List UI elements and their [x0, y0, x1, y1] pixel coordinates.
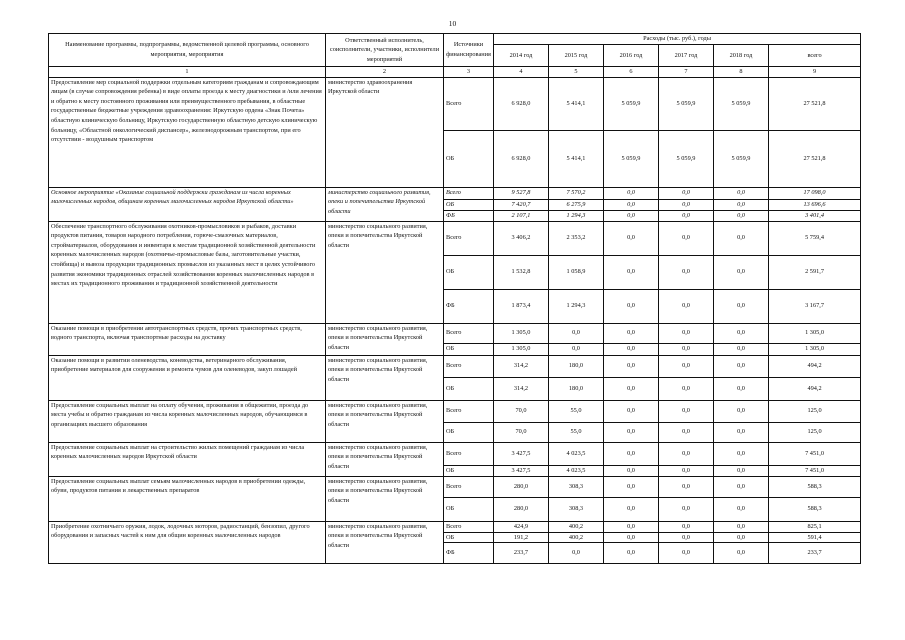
- funding-source: ОБ: [444, 343, 494, 355]
- page-number: 10: [448, 19, 457, 28]
- activity-name: Основное мероприятие «Оказание социальной поддержки гражданам из числа коренных малочисленных народов, общинам коренных малочисленных народов Иркутской области»: [49, 187, 326, 221]
- amount-total: 591,4: [769, 532, 861, 543]
- amount-total: 233,7: [769, 543, 861, 564]
- amount-year: 4 023,5: [549, 442, 604, 465]
- amount-year: 5 059,9: [604, 130, 659, 187]
- amount-year: 0,0: [714, 210, 769, 221]
- table-row: [49, 521, 861, 532]
- amount-year: 7 570,2: [549, 187, 604, 199]
- column-index: 5: [549, 67, 604, 78]
- amount-year: 0,0: [659, 497, 714, 521]
- amount-year: 0,0: [659, 187, 714, 199]
- amount-year: 0,0: [604, 210, 659, 221]
- column-index: 1: [49, 67, 326, 78]
- funding-source: ОБ: [444, 130, 494, 187]
- activity-name: Оказание помощи в развитии оленеводства, коневодства, ветеринарного обслуживания, приобретение материалов для сооружения и ремонта чумов для оленеводов, закуп лошадей: [49, 355, 326, 400]
- header-expenses: Расходы (тыс. руб.), годы: [494, 34, 861, 45]
- amount-year: 0,0: [604, 497, 659, 521]
- funding-source: Всего: [444, 521, 494, 532]
- funding-source: ОБ: [444, 497, 494, 521]
- executor-name: министерство социального развития, опеки и попечительства Иркутской области: [326, 521, 444, 564]
- amount-total: 3 401,4: [769, 210, 861, 221]
- activity-name: Предоставление социальных выплат семьям малочисленных народов в приобретении одежды, обуви, продуктов питания и лекарственных препаратов: [49, 476, 326, 521]
- funding-source: Всего: [444, 355, 494, 377]
- amount-year: 5 059,9: [659, 130, 714, 187]
- amount-year: 0,0: [714, 377, 769, 400]
- amount-year: 0,0: [659, 199, 714, 210]
- header-executor: Ответственный исполнитель, соисполнители, участники, исполнители мероприятий: [326, 34, 444, 67]
- amount-year: 55,0: [549, 400, 604, 422]
- amount-year: 0,0: [604, 221, 659, 255]
- column-index: 7: [659, 67, 714, 78]
- amount-total: 125,0: [769, 400, 861, 422]
- amount-total: 7 451,0: [769, 465, 861, 476]
- amount-year: 0,0: [714, 532, 769, 543]
- header-year: 2016 год: [604, 45, 659, 67]
- table-row: [49, 187, 861, 199]
- amount-year: 0,0: [549, 343, 604, 355]
- amount-year: 0,0: [659, 465, 714, 476]
- header-year: 2018 год: [714, 45, 769, 67]
- funding-source: Всего: [444, 476, 494, 497]
- amount-year: 180,0: [549, 355, 604, 377]
- funding-source: ОБ: [444, 199, 494, 210]
- amount-year: 0,0: [659, 355, 714, 377]
- amount-total: 494,2: [769, 377, 861, 400]
- funding-source: Всего: [444, 187, 494, 199]
- amount-year: 55,0: [549, 422, 604, 442]
- amount-total: 1 305,0: [769, 343, 861, 355]
- amount-year: 0,0: [604, 442, 659, 465]
- amount-total: 825,1: [769, 521, 861, 532]
- funding-source: ОБ: [444, 377, 494, 400]
- amount-year: 0,0: [659, 343, 714, 355]
- amount-year: 0,0: [604, 355, 659, 377]
- amount-year: 314,2: [494, 355, 549, 377]
- amount-year: 1 058,9: [549, 255, 604, 289]
- header-year: 2015 год: [549, 45, 604, 67]
- amount-year: 0,0: [659, 442, 714, 465]
- amount-year: 5 059,9: [714, 130, 769, 187]
- amount-year: 0,0: [659, 422, 714, 442]
- amount-year: 5 059,9: [659, 77, 714, 130]
- amount-year: 0,0: [714, 400, 769, 422]
- funding-source: Всего: [444, 442, 494, 465]
- amount-year: 0,0: [604, 400, 659, 422]
- amount-year: 0,0: [714, 543, 769, 564]
- funding-source: Всего: [444, 323, 494, 343]
- amount-total: 588,3: [769, 476, 861, 497]
- amount-total: 125,0: [769, 422, 861, 442]
- amount-year: 180,0: [549, 377, 604, 400]
- amount-year: 1 305,0: [494, 343, 549, 355]
- amount-year: 0,0: [714, 476, 769, 497]
- funding-source: ФБ: [444, 543, 494, 564]
- table-row: [49, 355, 861, 377]
- amount-total: 27 521,8: [769, 130, 861, 187]
- amount-year: 0,0: [604, 289, 659, 323]
- amount-total: 13 696,6: [769, 199, 861, 210]
- amount-year: 308,3: [549, 476, 604, 497]
- amount-year: 0,0: [549, 543, 604, 564]
- amount-year: 0,0: [659, 210, 714, 221]
- amount-year: 0,0: [604, 476, 659, 497]
- amount-year: 6 928,0: [494, 77, 549, 130]
- amount-year: 0,0: [604, 377, 659, 400]
- executor-name: министерство социального развития, опеки и попечительства Иркутской области: [326, 442, 444, 476]
- funding-source: ОБ: [444, 465, 494, 476]
- table-row: [49, 323, 861, 343]
- amount-year: 0,0: [659, 521, 714, 532]
- amount-year: 3 406,2: [494, 221, 549, 255]
- amount-total: 27 521,8: [769, 77, 861, 130]
- funding-source: ОБ: [444, 422, 494, 442]
- funding-source: ОБ: [444, 532, 494, 543]
- amount-year: 0,0: [714, 343, 769, 355]
- executor-name: министерство социального развития, опеки и попечительства Иркутской области: [326, 400, 444, 442]
- amount-year: 5 059,9: [714, 77, 769, 130]
- amount-year: 0,0: [604, 323, 659, 343]
- amount-year: 0,0: [714, 187, 769, 199]
- column-index: 2: [326, 67, 444, 78]
- amount-year: 0,0: [604, 255, 659, 289]
- activity-name: Приобретение охотничьего оружия, лодок, лодочных моторов, радиостанций, бензопил, другого оборудования и запасных частей к ним для общин коренных малочисленных народов: [49, 521, 326, 564]
- amount-year: 0,0: [659, 400, 714, 422]
- amount-year: 0,0: [714, 521, 769, 532]
- table-body: [49, 77, 861, 564]
- amount-year: 0,0: [659, 255, 714, 289]
- table-row: [49, 400, 861, 422]
- amount-year: 70,0: [494, 400, 549, 422]
- executor-name: министерство социального развития, опеки и попечительства Иркутской области: [326, 221, 444, 323]
- amount-year: 0,0: [604, 521, 659, 532]
- header-year: 2014 год: [494, 45, 549, 67]
- amount-year: 0,0: [714, 255, 769, 289]
- activity-name: Предоставление мер социальной поддержки отдельным категориям гражданам и сопровождающим лицам (в случае сопровождения ребенка) в виде оплаты проезда к месту диагностики и /или лечения и обратно к месту постоянного проживания или преимущественного пребывания, в областные государственные бюджетные учреждения здравоохранения: Иркутскую ордена «Знак Почета» областную клиническую больницу, Иркутскую государственную областную детскую клиническую больницу, «Областной онкологический диспансер», железнодорожным транспортом, при его отсутствии - воздушным транспортом: [49, 77, 326, 187]
- amount-year: 400,2: [549, 532, 604, 543]
- amount-year: 0,0: [604, 187, 659, 199]
- amount-year: 70,0: [494, 422, 549, 442]
- amount-year: 5 414,1: [549, 77, 604, 130]
- amount-total: 1 305,0: [769, 323, 861, 343]
- amount-year: 0,0: [714, 199, 769, 210]
- executor-name: министерство здравоохранения Иркутской области: [326, 77, 444, 187]
- amount-year: 0,0: [714, 422, 769, 442]
- amount-total: 3 167,7: [769, 289, 861, 323]
- amount-total: 5 759,4: [769, 221, 861, 255]
- column-index: 9: [769, 67, 861, 78]
- amount-year: 0,0: [659, 221, 714, 255]
- amount-year: 314,2: [494, 377, 549, 400]
- amount-year: 0,0: [604, 532, 659, 543]
- funding-source: Всего: [444, 400, 494, 422]
- funding-source: ФБ: [444, 210, 494, 221]
- activity-name: Предоставление социальных выплат на строительство жилых помещений гражданам из числа коренных малочисленных народов Иркутской области: [49, 442, 326, 476]
- amount-year: 0,0: [604, 465, 659, 476]
- amount-year: 0,0: [714, 221, 769, 255]
- amount-year: 1 532,8: [494, 255, 549, 289]
- amount-year: 0,0: [659, 543, 714, 564]
- amount-year: 0,0: [714, 355, 769, 377]
- executor-name: министерство социального развития, опеки и попечительства Иркутской области: [326, 476, 444, 521]
- column-index: 8: [714, 67, 769, 78]
- column-index: 3: [444, 67, 494, 78]
- amount-year: 400,2: [549, 521, 604, 532]
- amount-year: 2 353,2: [549, 221, 604, 255]
- amount-year: 233,7: [494, 543, 549, 564]
- table-row: [49, 221, 861, 255]
- amount-year: 0,0: [549, 323, 604, 343]
- amount-year: 0,0: [714, 497, 769, 521]
- amount-year: 0,0: [714, 465, 769, 476]
- column-index: 4: [494, 67, 549, 78]
- executor-name: министерство социального развития, опеки и попечительства Иркутской области: [326, 355, 444, 400]
- amount-year: 0,0: [604, 199, 659, 210]
- table-row: [49, 476, 861, 497]
- header-total: всего: [769, 45, 861, 67]
- amount-year: 3 427,5: [494, 465, 549, 476]
- amount-year: 2 107,1: [494, 210, 549, 221]
- amount-year: 191,2: [494, 532, 549, 543]
- amount-total: 588,3: [769, 497, 861, 521]
- amount-year: 0,0: [659, 289, 714, 323]
- funding-source: Всего: [444, 221, 494, 255]
- amount-year: 4 023,5: [549, 465, 604, 476]
- amount-total: 2 591,7: [769, 255, 861, 289]
- amount-year: 0,0: [659, 476, 714, 497]
- amount-year: 308,3: [549, 497, 604, 521]
- activity-name: Обеспечение транспортного обслуживания охотников-промысловиков и рыбаков, доставки продуктов питания, товаров народного потребления, горюче-смазочных материалов, стройматериалов, оборудования и инвентаря к местам традиционной хозяйственной деятельности коренных малочисленных народов (охотничье-промысловые базы, заготовительные участки, стойбища) и вывоза продукции традиционных промыслов из указанных мест в целях устойчивого развития экономики традиционных отраслей хозяйствования коренных малочисленных народов в местах их традиционного проживания и традиционной хозяйственной деятельности: [49, 221, 326, 323]
- funding-source: ОБ: [444, 255, 494, 289]
- amount-year: 0,0: [659, 323, 714, 343]
- activity-name: Предоставление социальных выплат на оплату обучения, проживания в общежитии, проезда до места учебы и обратно гражданам из числа коренных малочисленных народов, обучающимся в организациях высшего образования: [49, 400, 326, 442]
- amount-year: 1 294,3: [549, 210, 604, 221]
- amount-year: 5 414,1: [549, 130, 604, 187]
- amount-year: 3 427,5: [494, 442, 549, 465]
- amount-year: 424,9: [494, 521, 549, 532]
- amount-year: 1 294,3: [549, 289, 604, 323]
- header-year: 2017 год: [659, 45, 714, 67]
- amount-year: 5 059,9: [604, 77, 659, 130]
- amount-year: 0,0: [604, 343, 659, 355]
- header-source: Источники финансирования: [444, 34, 494, 67]
- amount-year: 7 420,7: [494, 199, 549, 210]
- amount-year: 280,0: [494, 476, 549, 497]
- funding-source: ФБ: [444, 289, 494, 323]
- amount-total: 17 098,0: [769, 187, 861, 199]
- amount-year: 0,0: [714, 289, 769, 323]
- amount-year: 0,0: [659, 377, 714, 400]
- amount-year: 0,0: [714, 323, 769, 343]
- amount-year: 0,0: [659, 532, 714, 543]
- amount-year: 0,0: [714, 442, 769, 465]
- amount-year: 6 928,0: [494, 130, 549, 187]
- amount-year: 0,0: [604, 422, 659, 442]
- amount-year: 0,0: [604, 543, 659, 564]
- executor-name: министерство социального развития, опеки и попечительства Иркутской области: [326, 323, 444, 355]
- table-row: [49, 77, 861, 130]
- header-name: Наименование программы, подпрограммы, ведомственной целевой программы, основного мероприятия, мероприятия: [49, 34, 326, 67]
- activity-name: Оказание помощи в приобретении автотранспортных средств, прочих транспортных средств, водного транспорта, включая транспортные расходы на доставку: [49, 323, 326, 355]
- amount-year: 1 873,4: [494, 289, 549, 323]
- column-index: 6: [604, 67, 659, 78]
- amount-total: 494,2: [769, 355, 861, 377]
- funding-source: Всего: [444, 77, 494, 130]
- executor-name: министерство социального развития, опеки и попечительства Иркутской области: [326, 187, 444, 221]
- amount-total: 7 451,0: [769, 442, 861, 465]
- expenses-table: [48, 33, 861, 564]
- amount-year: 6 275,9: [549, 199, 604, 210]
- table-row: [49, 442, 861, 465]
- amount-year: 280,0: [494, 497, 549, 521]
- amount-year: 1 305,0: [494, 323, 549, 343]
- amount-year: 9 527,8: [494, 187, 549, 199]
